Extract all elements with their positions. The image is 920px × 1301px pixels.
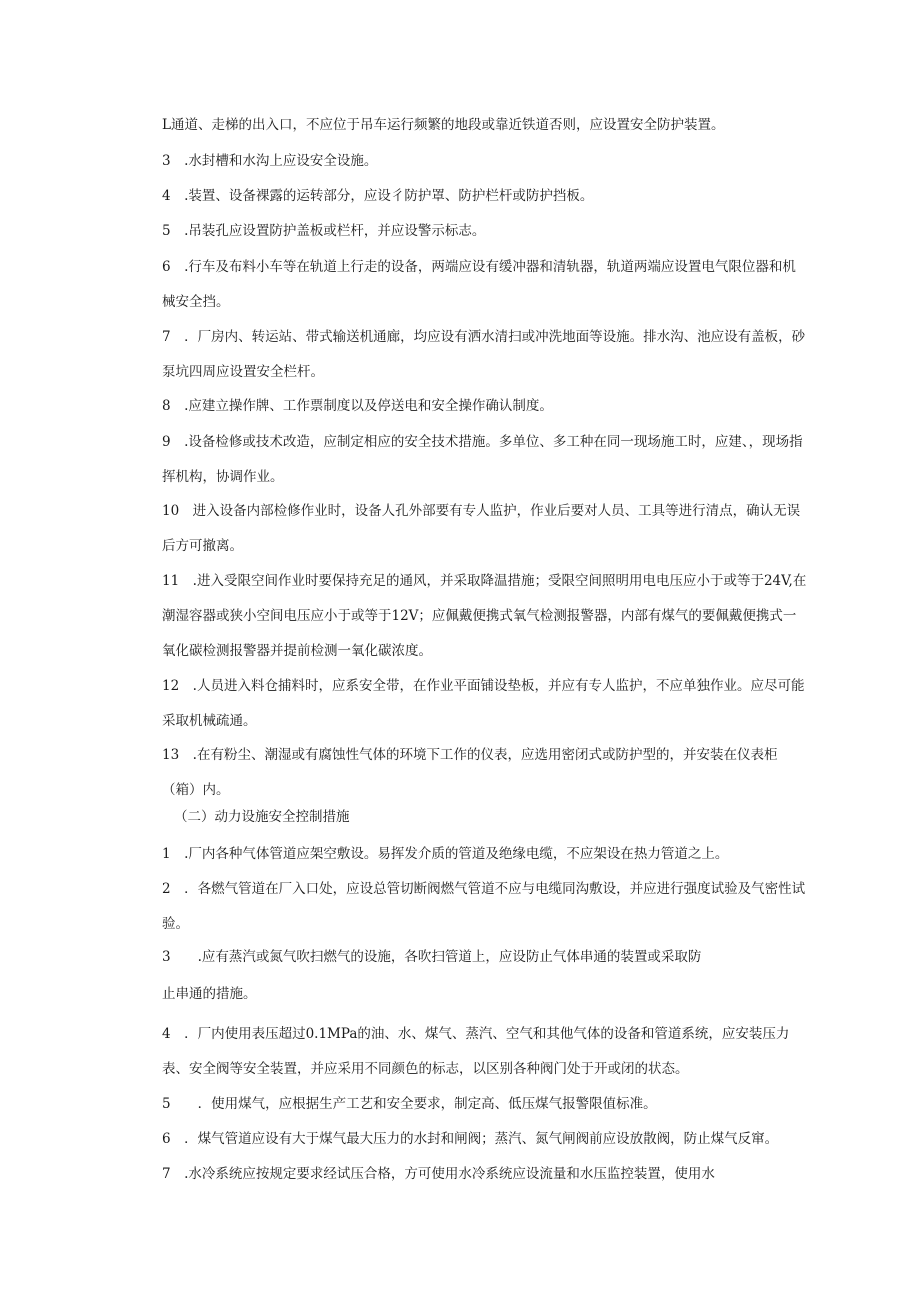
paragraph-item-10: 10 进入设备内部检修作业时，设备人孔外部要有专人监护，作业后要对人员、工具等进行清点，确认无误后方可撤离。: [162, 503, 801, 554]
paragraph-access-passage: L通道、走梯的出入口，不应位于吊车运行频繁的地段或靠近铁道否则，应设置安全防护装置。: [162, 117, 725, 133]
section-paragraph-5: 5 ．使用煤气，应根据生产工艺和安全要求，制定高、低压煤气报警限值标准。: [162, 1096, 657, 1112]
section-heading: （二）动力设施安全控制措施: [174, 809, 350, 825]
section-paragraph-2: 2 ．各燃气管道在厂入口处，应设总管切断阀燃气管道不应与电缆同沟敷设，并应进行强度试验及气密性试验。: [162, 881, 806, 932]
paragraph-item-13: 13 .在有粉尘、潮湿或有腐蚀性气体的环境下工作的仪表，应选用密闭式或防护型的，并安装在仪表柜（箱）内。: [162, 747, 778, 798]
paragraph-item-3: 3 .水封槽和水沟上应设安全设施。: [162, 153, 378, 169]
section-paragraph-1: 1 .厂内各种气体管道应架空敷设。易挥发介质的管道及绝缘电缆，不应架设在热力管道之上。: [162, 846, 729, 862]
paragraph-item-6: 6 .行车及布料小车等在轨道上行走的设备，两端应设有缓冲器和清轨器，轨道两端应设置电气限位器和机械安全挡。: [162, 259, 796, 310]
paragraph-item-12: 12 .人员进入料仓捕料时，应系安全带，在作业平面铺设垫板，并应有专人监护，不应单独作业。应尽可能采取机械疏通。: [162, 678, 805, 729]
section-paragraph-7: 7 .水冷系统应按规定要求经试压合格，方可使用水冷系统应设流量和水压监控装置，使用水: [162, 1166, 715, 1182]
section-paragraph-4: 4 ．厂内使用表压超过0.1MPa的油、水、煤气、蒸汽、空气和其他气体的设备和管道系统，应安装压力表、安全阀等安全装置，并应采用不同颜色的标志，以区别各种阀门处于开或闭的状态。: [162, 1026, 790, 1077]
paragraph-item-8: 8 .应建立操作牌、工作票制度以及停送电和安全操作确认制度。: [162, 398, 553, 414]
paragraph-item-7: 7 ．厂房内、转运站、带式输送机通廊，均应设有洒水清扫或冲洗地面等设施。排水沟、池应设有盖板，砂泵坑四周应设置安全栏杆。: [162, 329, 806, 380]
paragraph-item-4: 4 .装置、设备裸露的运转部分，应设彳防护罩、防护栏杆或防护挡板。: [162, 188, 594, 204]
paragraph-item-9: 9 .设备检修或技术改造，应制定相应的安全技术措施。多单位、多工种在同一现场施工时，应建、，现场指挥机构，协调作业。: [162, 434, 803, 485]
paragraph-item-11: 11 .进入受限空间作业时要保持充足的通风，并采取降温措施；受限空间照明用电电压应小于或等于24V,在潮湿容器或狭小空间电压应小于或等于12V；应佩戴便携式氧气检测报警器，内部有煤气的要佩戴便携式一氧化碳检测报警器并提前检测一氧化碳浓度。: [162, 573, 807, 659]
section-paragraph-3: 3 .应有蒸汽或氮气吹扫燃气的设施，各吹扫管道上，应设防止气体串通的装置或采取防: [162, 949, 702, 965]
paragraph-item-5: 5 .吊装孔应设置防护盖板或栏杆，并应设警示标志。: [162, 223, 486, 239]
section-paragraph-6: 6 ．煤气管道应设有大于煤气最大压力的水封和闸阀；蒸汽、氮气闸阀前应设放散阀，防止煤气反窜。: [162, 1131, 779, 1147]
section-paragraph-3-continued: 止串通的措施。: [162, 986, 257, 1002]
